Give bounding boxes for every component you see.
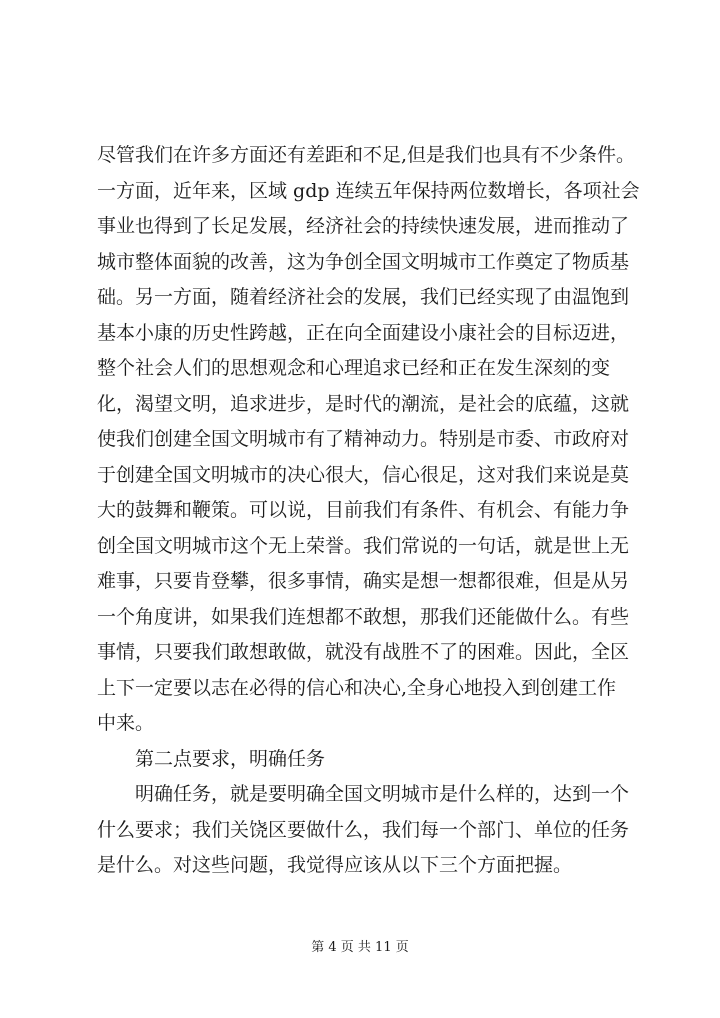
text-line: 础。另一方面，随着经济社会的发展，我们已经实现了由温饱到 xyxy=(97,286,630,308)
page-footer: 第 4 页 共 11 页 xyxy=(311,940,409,955)
text-line: 创全国文明城市这个无上荣誉。我们常说的一句话，就是世上无 xyxy=(97,534,630,557)
text-line: 中来。 xyxy=(97,712,155,734)
section-heading: 第二点要求，明确任务 xyxy=(135,747,326,770)
text-line: 事情，只要我们敢想敢做，就没有战胜不了的困难。因此，全区 xyxy=(97,641,630,663)
text-line: 化，渴望文明，追求进步，是时代的潮流，是社会的底蕴，这就 xyxy=(97,392,630,415)
text-line: 是什么。对这些问题，我觉得应该从以下三个方面把握。 xyxy=(97,854,573,876)
text-line: 一方面，近年来，区域 gdp 连续五年保持两位数增长，各项社会 xyxy=(97,179,640,202)
text-line: 事业也得到了长足发展，经济社会的持续快速发展，进而推动了 xyxy=(97,215,630,237)
text-line: 于创建全国文明城市的决心很大，信心很足，这对我们来说是莫 xyxy=(97,463,630,486)
body-text xyxy=(97,138,657,884)
text-line: 使我们创建全国文明城市有了精神动力。特别是市委、市政府对 xyxy=(97,428,630,450)
text-line: 难事，只要肯登攀，很多事情，确实是想一想都很难，但是从另 xyxy=(97,570,630,592)
text-line: 基本小康的历史性跨越，正在向全面建设小康社会的目标迈进， xyxy=(97,321,630,344)
text-line: 整个社会人们的思想观念和心理追求已经和正在发生深刻的变 xyxy=(97,357,611,379)
text-line: 明确任务，就是要明确全国文明城市是什么样的，达到一个 xyxy=(135,783,630,805)
text-line: 大的鼓舞和鞭策。可以说，目前我们有条件、有机会、有能力争 xyxy=(97,499,630,521)
text-line: 上下一定要以志在必得的信心和决心,全身心地投入到创建工作 xyxy=(97,676,617,699)
text-line: 什么要求；我们关饶区要做什么，我们每一个部门、单位的任务 xyxy=(97,818,630,841)
text-line: 一个角度讲，如果我们连想都不敢想，那我们还能做什么。有些 xyxy=(97,605,630,628)
text-line: 城市整体面貌的改善，这为争创全国文明城市工作奠定了物质基 xyxy=(97,250,630,273)
text-line: 尽管我们在许多方面还有差距和不足,但是我们也具有不少条件。 xyxy=(97,144,636,166)
